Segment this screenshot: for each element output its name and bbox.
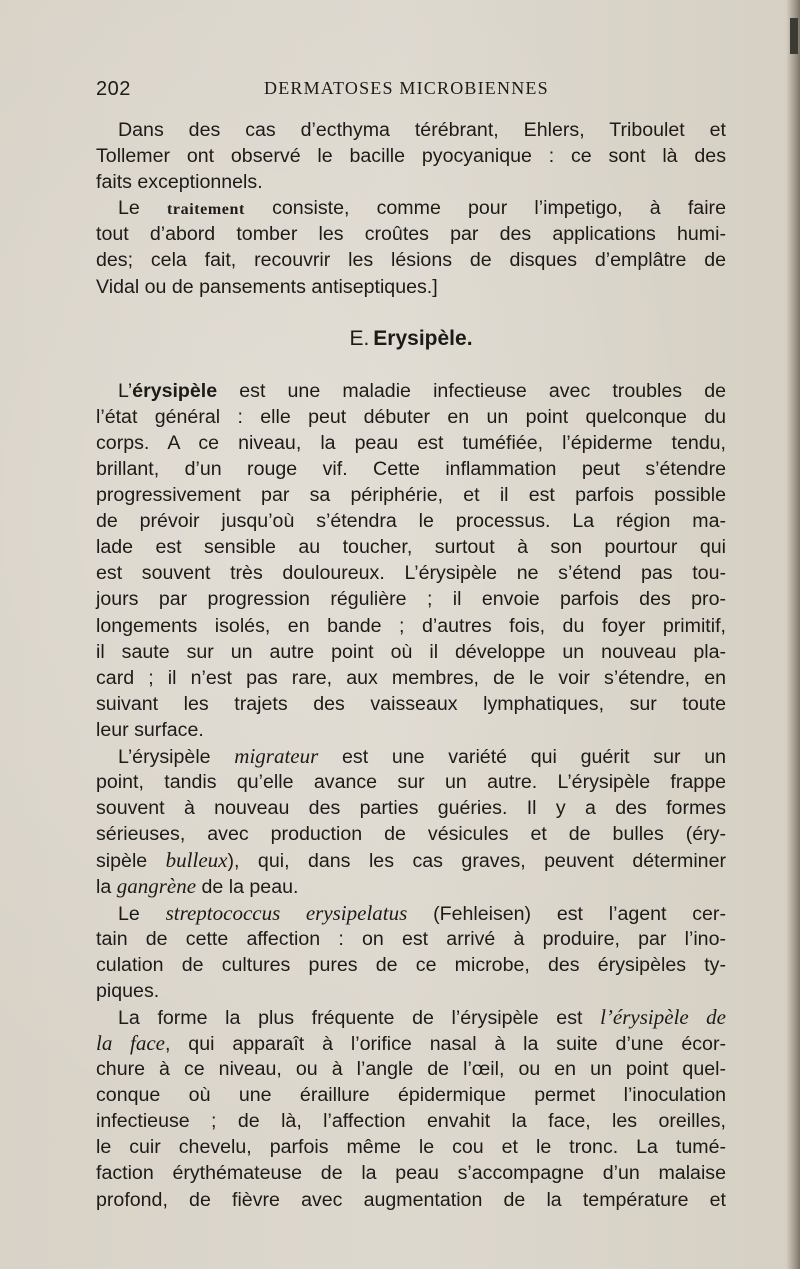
text-run: (Fehleisen) est l’agent cer- — [407, 902, 726, 925]
text-line: Tollemer ont observé le bacille pyocyanique : ce sont là des — [96, 145, 726, 168]
bold-term: érysipèle — [132, 379, 218, 402]
section-letter: E. — [349, 326, 370, 350]
text-line: faction érythémateuse de la peau s’accompagne d’un malaise — [96, 1162, 726, 1185]
text-line: il saute sur un autre point où il développe un nouveau pla- — [96, 640, 726, 663]
text-run: sipèle — [96, 850, 166, 873]
page-edge-shadow — [786, 0, 800, 1269]
text-run: ), qui, dans les cas graves, peuvent déterminer — [227, 850, 727, 873]
text-line: tout d’abord tomber les croûtes par des applications humi- — [96, 223, 726, 246]
text-line: chure à ce niveau, ou à l’angle de l’œil, ou en un point quel- — [96, 1058, 726, 1081]
text-line — [96, 900, 726, 926]
section-title: Erysipèle. — [373, 326, 473, 350]
text-line: point, tandis qu’elle avance sur un autre. L’érysipèle frappe — [96, 771, 726, 794]
text-line: culation de cultures pures de ce microbe, des érysipèles ty- — [96, 953, 726, 976]
text-line: conque où une éraillure épidermique permet l’inoculation — [96, 1084, 726, 1107]
page-header — [96, 78, 726, 102]
text-run: , qui apparaît à l’orifice nasal à la suite d’une écor- — [165, 1033, 727, 1055]
text-run: de la peau. — [196, 876, 299, 899]
text-run: est une variété qui guérit sur un — [318, 745, 727, 768]
text-line: Dans des cas d’ecthyma térébrant, Ehlers, Triboulet et — [118, 119, 726, 141]
text-line — [96, 1030, 726, 1056]
text-run: Le — [118, 197, 167, 220]
running-head: DERMATOSES MICROBIENNES — [264, 78, 549, 98]
text-line — [96, 873, 726, 899]
text-line: infectieuse ; de là, l’affection envahit la face, les oreilles, — [96, 1110, 726, 1133]
italic-term: bulleux — [165, 848, 228, 873]
text-line: corps. A ce niveau, la peau est tuméfiée, l’épiderme tendu, — [96, 431, 726, 454]
text-line: longements isolés, en bande ; d’autres fois, du foyer primitif, — [96, 614, 726, 637]
text-line: jours par progression régulière ; il envoie parfois des pro- — [96, 588, 726, 611]
italic-term: streptococcus erysipelatus — [165, 900, 408, 925]
text-line: piques. — [96, 979, 160, 1002]
text-line — [96, 743, 726, 769]
text-line: Vidal ou de pansements antiseptiques.] — [96, 275, 438, 298]
text-line: faits exceptionnels. — [96, 171, 263, 194]
italic-term: la face — [96, 1031, 165, 1055]
italic-term: gangrène — [116, 874, 197, 899]
text-line: profond, de fièvre avec augmentation de la température et — [96, 1188, 726, 1211]
text-line — [96, 1004, 726, 1030]
text-run: L’ — [118, 379, 133, 402]
text-line: lade est sensible au toucher, surtout à son pourtour qui — [96, 536, 726, 559]
italic-term: migrateur — [234, 743, 319, 768]
text-line: tain de cette affection : on est arrivé à produire, par l’ino- — [96, 927, 726, 950]
page-number: 202 — [96, 78, 131, 100]
edge-mark — [790, 18, 798, 54]
text-line — [96, 847, 726, 873]
text-run: Le — [118, 902, 166, 925]
text-line: de prévoir jusqu’où s’étendra le processus. La région ma- — [96, 510, 726, 533]
text-line: progressivement par sa périphérie, et il est parfois possible — [96, 484, 726, 507]
text-run: est une maladie infectieuse avec troubles de — [217, 379, 726, 402]
text-line: brillant, d’un rouge vif. Cette inflammation peut s’étendre — [96, 457, 726, 480]
text-line: est souvent très douloureux. L’érysipèle ne s’étend pas tou- — [96, 562, 726, 585]
italic-term: l’érysipèle de — [600, 1004, 726, 1029]
bold-term: traitement — [166, 201, 245, 219]
text-line — [96, 195, 726, 221]
text-line: des; cela fait, recouvrir les lésions de disques d’emplâtre de — [96, 249, 726, 272]
text-line: suivant les trajets des vaisseaux lymphatiques, sur toute — [96, 692, 726, 715]
text-run: consiste, comme pour l’impetigo, à faire — [244, 197, 726, 220]
text-line — [96, 378, 726, 404]
text-line: l’état général : elle peut débuter en un point quelconque du — [96, 405, 726, 428]
text-line: sérieuses, avec production de vésicules et de bulles (éry- — [96, 823, 726, 846]
body-text — [96, 117, 726, 1213]
text-run: L’érysipèle — [118, 745, 235, 768]
text-line: leur surface. — [96, 718, 204, 741]
text-line: card ; il n’est pas rare, aux membres, de le voir s’étendre, en — [96, 666, 726, 689]
text-run: la — [96, 876, 117, 899]
section-heading — [96, 300, 726, 378]
text-line: le cuir chevelu, parfois même le cou et le tronc. La tumé- — [96, 1136, 726, 1159]
text-run: La forme la plus fréquente de l’érysipèle est — [118, 1006, 601, 1029]
text-line: souvent à nouveau des parties guéries. Il y a des formes — [96, 797, 726, 820]
